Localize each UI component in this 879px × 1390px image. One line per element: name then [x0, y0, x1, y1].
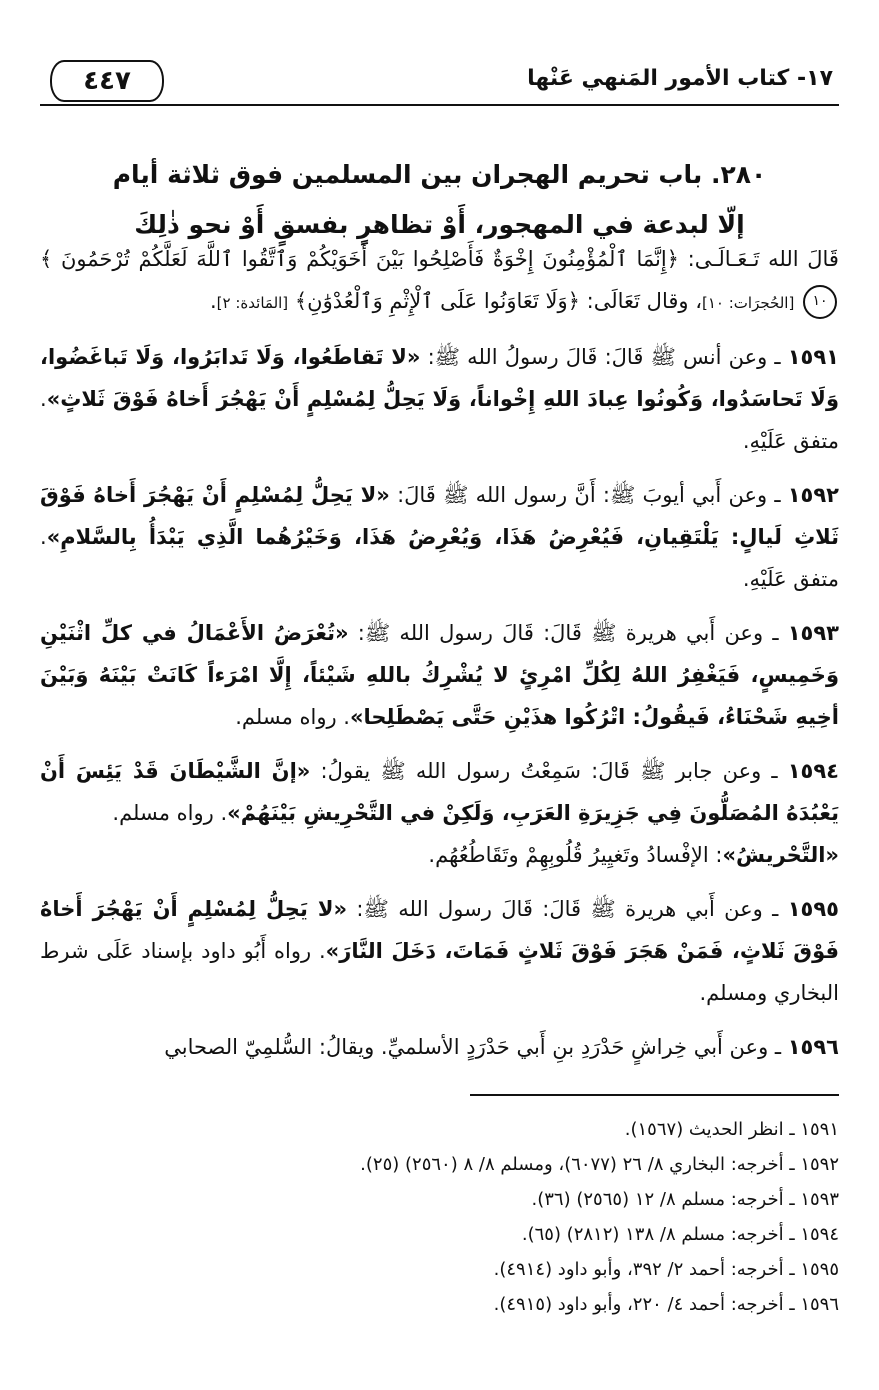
definition-text: : الإفْسادُ وتَغيِيرُ قُلُوبِهِمْ وتَقَاطُعُهُم. — [428, 843, 723, 867]
hadith-number: ١٥٩٤ — [787, 759, 840, 783]
chapter-heading — [40, 150, 839, 250]
header-divider — [40, 104, 839, 106]
chapter-running-title: ١٧- كتاب الأمور المَنهي عَنْها — [527, 66, 833, 91]
intro-paragraph — [40, 238, 839, 324]
hadith-1595 — [40, 888, 839, 1014]
hadith-quote: «لا تَقاطَعُوا، وَلَا تَدابَرُوا، وَلَا تَباغَضُوا، وَلَا تَحاسَدُوا، وَكُونُوا عِبادَ اللهِ إِخْواناً، وَلَا يَحِلُّ لِمُسْلِمٍ أَنْ يَهْجُرَ أَخاهُ فَوْقَ ثَلاثٍ» — [40, 345, 839, 411]
running-header — [40, 56, 839, 106]
verse-2-reference: [المَائدة: ٢] — [216, 294, 289, 312]
hadith-1591 — [40, 336, 839, 462]
intro-lead: قَالَ الله تَـعَـالَـى: — [687, 247, 839, 271]
hadith-quote: «لا يَحِلُّ لِمُسْلِمٍ أَنْ يَهْجُرَ أَخاهُ فَوْقَ ثَلاثِ لَيالٍ: يَلْتَقِيانِ، فَيُعْرِضُ هَذَا، وَيُعْرِضُ هَذَا، وَخَيْرُهُما الَّذِي يَبْدَأُ بِالسَّلامِ» — [40, 483, 839, 549]
hadith-source: . رواه أَبُو داود بإسناد عَلَى شرط البخاري ومسلم. — [40, 939, 839, 1005]
intro-mid: ، وقال تَعَالَى: — [586, 289, 702, 313]
chapter-heading-line-1: ٢٨٠. باب تحريم الهجران بين المسلمين فوق ثلاثة أيام — [112, 160, 767, 189]
hadith-1592 — [40, 474, 839, 600]
quran-verse-2: ﴿وَلَا تَعَاوَنُوا عَلَى ٱلْإِثْمِ وَٱلْعُدْوَٰنِ﴾ — [294, 289, 580, 313]
hadith-source: . رواه مسلم. — [235, 705, 350, 729]
hadith-quote: «إنَّ الشَّيْطَانَ قَدْ يَئِسَ أَنْ يَعْبُدَهُ المُصَلُّونَ فِي جَزِيرَةِ العَرَبِ، وَلَكِنْ في التَّحْرِيشِ بَيْنَهُمْ» — [40, 759, 839, 825]
hadith-quote: «لا يَحِلُّ لِمُسْلِمٍ أَنْ يَهْجُرَ أَخاهُ فَوْقَ ثَلاثٍ، فَمَنْ هَجَرَ فَوْقَ ثَلاثٍ فَمَاتَ، دَخَلَ النَّارَ» — [40, 897, 839, 963]
footnote-1594: ١٥٩٤ ـ أخرجه: مسلم ٨/ ١٣٨ (٢٨١٢) (٦٥). — [521, 1224, 839, 1245]
book-page — [40, 0, 839, 1390]
hadith-number: ١٥٩٣ — [787, 621, 839, 645]
hadith-number: ١٥٩٥ — [787, 897, 839, 921]
intro-end: . — [209, 289, 217, 313]
page-number: ٤٤٧ — [50, 60, 164, 102]
hadith-lead: ـ وعن أَبي هريرة ﷺ قَالَ: قَالَ رسول الله ﷺ: — [347, 897, 788, 921]
footnote-1596: ١٥٩٦ ـ أخرجه: أحمد ٤/ ٢٢٠، وأبو داود (٤٩١٥). — [493, 1294, 839, 1315]
hadith-lead: ـ وعن أَبي خِراشٍ حَدْرَدِ بنِ أَبي حَدْرَدٍ الأسلميِّ. ويقالُ: السُّلمِيّ الصحابي — [164, 1035, 788, 1059]
footnote-1593: ١٥٩٣ ـ أخرجه: مسلم ٨/ ١٢ (٢٥٦٥) (٣٦). — [531, 1189, 839, 1210]
hadith-1596 — [40, 1026, 839, 1068]
hadith-lead: ـ وعن أنس ﷺ قَالَ: قَالَ رسولُ الله ﷺ: — [420, 345, 788, 369]
hadith-number: ١٥٩١ — [787, 345, 839, 369]
hadith-number: ١٥٩٢ — [787, 483, 839, 507]
verse-1-reference: [الحُجرَات: ١٠] — [701, 294, 795, 312]
quran-verse-1: ﴿إِنَّمَا ٱلْمُؤْمِنُونَ إِخْوَةٌ فَأَصْلِحُوا بَيْنَ أَخَوَيْكُمْ وَٱتَّقُوا ٱللَّهَ لَعَلَّكُمْ تُرْحَمُونَ ﴾ — [40, 247, 679, 271]
footnote-1592: ١٥٩٢ ـ أخرجه: البخاري ٨/ ٢٦ (٦٠٧٧)، ومسلم ٨/ ٨ (٢٥٦٠) (٢٥). — [360, 1154, 839, 1175]
hadith-1593 — [40, 612, 839, 738]
footnotes — [40, 1112, 839, 1322]
hadith-source: . متفق عَلَيْهِ. — [40, 525, 839, 591]
footnote-1595: ١٥٩٥ ـ أخرجه: أحمد ٢/ ٣٩٢، وأبو داود (٤٩١٤). — [493, 1259, 839, 1280]
definition-paragraph — [40, 834, 839, 876]
footnote-1591: ١٥٩١ ـ انظر الحديث (١٥٦٧). — [624, 1119, 839, 1140]
footnote-divider — [470, 1094, 839, 1096]
chapter-heading-line-2: إلّا لبدعة في المهجور، أَوْ تظاهرٍ بفسقٍ أَوْ نحو ذٰلِكَ — [134, 210, 745, 239]
hadith-source: . متفق عَلَيْهِ. — [40, 387, 839, 453]
hadith-lead: ـ وعن جابر ﷺ قَالَ: سَمِعْتُ رسول الله ﷺ يقولُ: — [310, 759, 788, 783]
hadith-lead: ـ وعن أَبي هريرة ﷺ قَالَ: قَالَ رسول الله ﷺ: — [348, 621, 788, 645]
hadith-source: . رواه مسلم. — [112, 801, 228, 825]
ayah-number-icon: ١٠ — [803, 285, 837, 319]
main-text — [40, 238, 839, 1080]
hadith-lead: ـ وعن أَبي أيوبَ ﷺ: أَنَّ رسول الله ﷺ قَالَ: — [389, 483, 788, 507]
hadith-quote: «تُعْرَضُ الأَعْمَالُ في كلِّ اثْنَيْنِ وَخَمِيسٍ، فَيَغْفِرُ اللهُ لِكُلِّ امْرِئٍ لا يُشْرِكُ باللهِ شَيْئاً، إِلَّا امْرَءاً كَانَتْ بَيْنَهُ وَبَيْنَ أخِيهِ شَحْنَاءُ، فَيقُولُ: اتْرُكُوا هذَيْنِ حَتَّى يَصْطَلِحا» — [40, 621, 839, 729]
hadith-1594 — [40, 750, 839, 834]
definition-term: «التَّحْريشُ» — [722, 843, 839, 867]
hadith-number: ١٥٩٦ — [787, 1035, 839, 1059]
